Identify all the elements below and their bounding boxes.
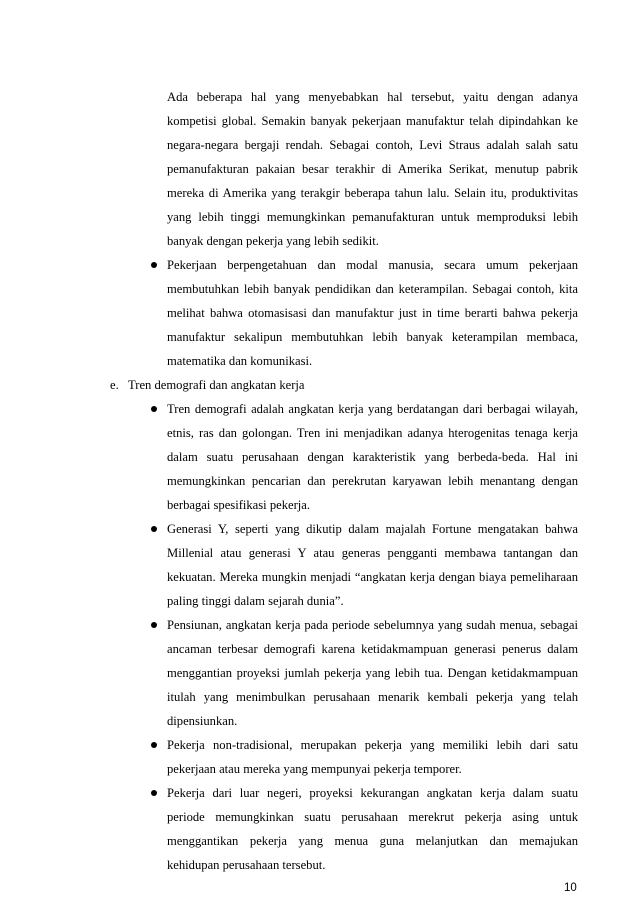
paragraph-line: itulah yang menimbulkan perusahaan menarik kembali pekerja yang telah (167, 690, 578, 704)
paragraph-line: membutuhkan lebih banyak pendidikan dan keterampilan. Sebagai contoh, kita (167, 282, 578, 296)
paragraph-line: periode memungkinkan suatu perusahaan merekrut pekerja asing untuk (167, 810, 578, 824)
paragraph-line: berbagai spesifikasi pekerja. (167, 498, 311, 512)
paragraph-line: etnis, ras dan golongan. Tren ini menjadikan adanya hterogenitas tenaga kerja (167, 426, 578, 440)
paragraph-line: memungkinkan pencarian dan perekrutan karyawan lebih menantang dengan (167, 474, 578, 488)
bullet-icon (151, 622, 157, 628)
bullet-icon (151, 262, 157, 268)
paragraph-line: Tren demografi adalah angkatan kerja yang berdatangan dari berbagai wilayah, (167, 402, 578, 416)
section-heading: Tren demografi dan angkatan kerja (128, 378, 305, 392)
paragraph-line: melihat bahwa otomasisasi dan manufaktur just in time berarti bahwa pekerja (167, 306, 578, 320)
paragraph-line: dalam suatu perusahaan dengan karakteristik yang berbeda-beda. Hal ini (167, 450, 578, 464)
paragraph-line: Millenial atau generasi Y atau generas pengganti membawa tantangan dan (167, 546, 578, 560)
paragraph-line: Pensiunan, angkatan kerja pada periode sebelumnya yang sudah menua, sebagai (167, 618, 578, 632)
paragraph-line: manufaktur sekalipun membutuhkan lebih banyak keterampilan membaca, (167, 330, 578, 344)
paragraph-line: paling tinggi dalam sejarah dunia”. (167, 594, 344, 608)
bullet-icon (151, 406, 157, 412)
paragraph-line: Ada beberapa hal yang menyebabkan hal tersebut, yaitu dengan adanya (167, 90, 578, 104)
paragraph-line: Pekerja dari luar negeri, proyeksi kekurangan angkatan kerja dalam suatu (167, 786, 578, 800)
paragraph-line: matematika dan komunikasi. (167, 354, 313, 368)
bullet-icon (151, 742, 157, 748)
paragraph-line: ancaman terbesar demografi karena ketidakmampuan generasi penerus dalam (167, 642, 578, 656)
paragraph-line: Generasi Y, seperti yang dikutip dalam majalah Fortune mengatakan bahwa (167, 522, 578, 536)
bullet-icon (151, 526, 157, 532)
paragraph-line: dipensiunkan. (167, 714, 238, 728)
paragraph-line: menggantikan pekerja yang menua guna melanjutkan dan memajukan (167, 834, 578, 848)
list-marker: e. (110, 378, 119, 392)
bullet-icon (151, 790, 157, 796)
paragraph-line: mereka di Amerika yang terakgir beberapa tahun lalu. Selain itu, produktivitas (167, 186, 578, 200)
paragraph-line: kehidupan perusahaan tersebut. (167, 858, 326, 872)
paragraph-line: pekerjaan atau mereka yang mempunyai pekerja temporer. (167, 762, 462, 776)
paragraph-line: negara-negara bergaji rendah. Sebagai contoh, Levi Straus adalah salah satu (167, 138, 578, 152)
paragraph-line: menggantian proyeksi jumlah pekerja yang lebih tua. Dengan ketidakmampuan (167, 666, 578, 680)
paragraph-line: banyak dengan pekerja yang lebih sedikit. (167, 234, 379, 248)
paragraph-line: pemanufakturan pakaian besar terakhir di Amerika Serikat, menutup pabrik (167, 162, 578, 176)
paragraph-line: Pekerja non-tradisional, merupakan pekerja yang memiliki lebih dari satu (167, 738, 578, 752)
paragraph-line: Pekerjaan berpengetahuan dan modal manusia, secara umum pekerjaan (167, 258, 578, 272)
paragraph-line: kompetisi global. Semakin banyak pekerjaan manufaktur telah dipindahkan ke (167, 114, 578, 128)
paragraph-line: yang lebih tinggi memungkinkan pemanufakturan untuk memproduksi lebih (167, 210, 578, 224)
paragraph-line: kekuatan. Mereka mungkin menjadi “angkatan kerja dengan biaya pemeliharaan (167, 570, 578, 584)
page-number: 10 (564, 882, 577, 894)
